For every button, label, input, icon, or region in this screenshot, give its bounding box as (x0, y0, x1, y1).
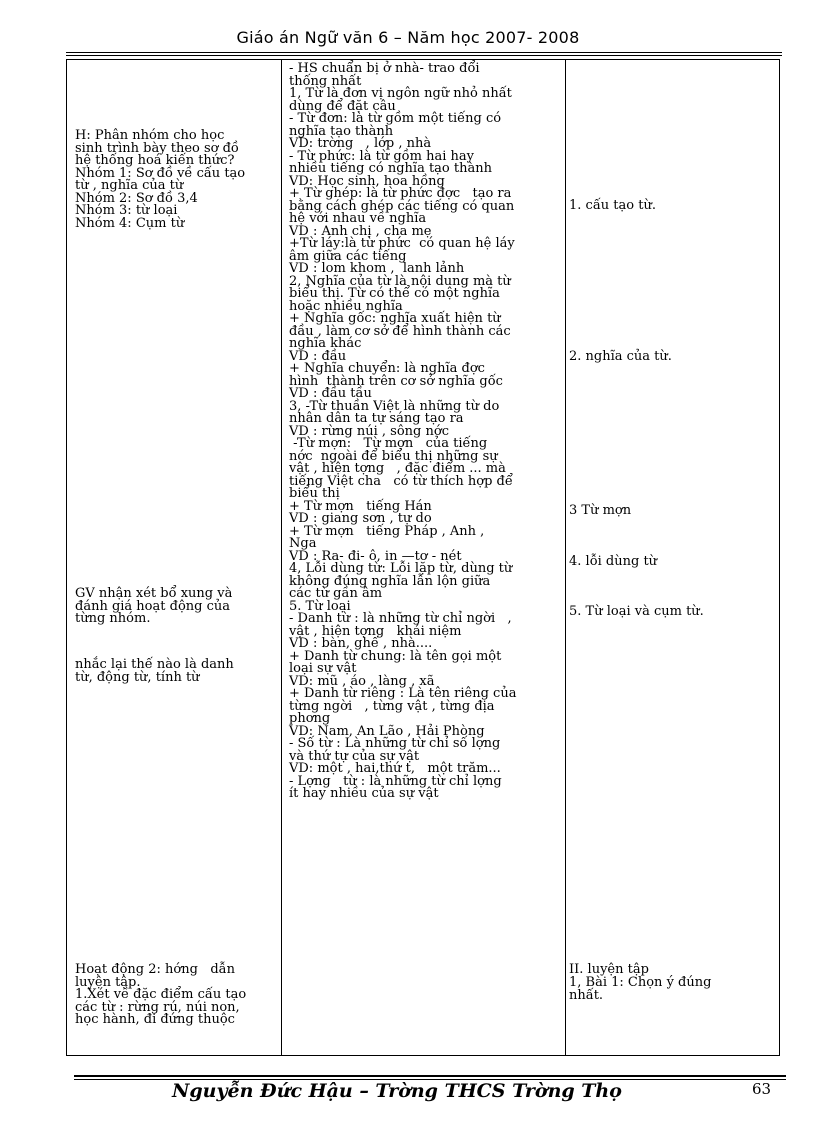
teacher-activity-line: Nhóm 1: Sơ đồ về cấu tạo (75, 165, 246, 181)
practice-activity-block (75, 964, 246, 1027)
content-line: + Danh từ chung: là tên gọi một (289, 648, 502, 664)
content-line: Nga (289, 536, 317, 551)
content-line: VD: Nam, An Lão , Hải Phòng (289, 723, 485, 739)
content-line: 2, Nghĩa của từ là nội dung mà từ (289, 273, 511, 289)
content-line: dùng để đặt câu (289, 98, 396, 114)
teacher-feedback-block (75, 588, 232, 626)
content-line: + Từ mợn tiếng Hán (289, 498, 432, 514)
content-line: hoặc nhiều nghĩa (289, 298, 403, 314)
content-line: thống nhất (289, 73, 362, 89)
header-rule (66, 52, 782, 56)
content-line: phơng (289, 711, 331, 726)
teacher-activity-line: từ , nghĩa của từ (75, 178, 184, 193)
content-line: VD : lom khom , lanh lảnh (289, 261, 465, 276)
teacher-activity-line: Nhóm 4: Cụm từ (75, 215, 185, 231)
teacher-activity-line: Nhóm 3: từ loại (75, 203, 178, 218)
teacher-activity-line: hệ thống hoá kiến thức? (75, 153, 235, 168)
content-line: + Nghĩa gốc: nghĩa xuất hiện từ (289, 311, 501, 326)
content-line: - HS chuẩn bị ở nhà- trao đổi (289, 61, 480, 76)
content-line: + Nghĩa chuyển: là nghĩa đợc (289, 361, 485, 376)
content-line: 1, Từ là đơn vị ngôn ngữ nhỏ nhất (289, 86, 512, 101)
content-line: nhiều tiếng có nghĩa tạo thành (289, 161, 492, 176)
teacher-activity-line: sinh trình bày theo sơ đồ (75, 140, 239, 156)
content-line: từng ngời , từng vật , từng địa (289, 698, 495, 714)
content-line: VD : đầu (289, 348, 347, 364)
column-divider-2 (565, 60, 566, 1055)
content-line: - Danh từ : là những từ chỉ ngời , (289, 611, 512, 626)
content-line: - Từ đơn: là từ gồm một tiếng có (289, 111, 502, 126)
summary-item: 4. lỗi dùng từ (569, 554, 658, 569)
summary-item: II. luyện tập (569, 962, 649, 977)
content-line: VD : đầu tầu (289, 386, 372, 401)
teacher-activity-line: 1.Xét về đặc điểm cấu tạo (75, 987, 247, 1002)
content-line: nớc ngoài để biểu thị những sự (289, 448, 498, 464)
summary-item: nhất. (569, 988, 604, 1003)
content-line: VD: mũ , áo , làng , xã (289, 673, 435, 689)
content-line: loại sự vật (289, 661, 357, 676)
content-line: + Từ ghép: là từ phức đợc tạo ra (289, 186, 512, 201)
content-line: tiếng Việt cha có từ thích hợp để (289, 473, 513, 489)
page-number: 63 (752, 1080, 772, 1098)
teacher-activity-line: từng nhóm. (75, 611, 151, 626)
content-line: các từ gần âm (289, 586, 383, 601)
content-line: VD : bàn, ghế , nhà.... (289, 636, 433, 651)
content-line: biểu thị. Từ có thể có một nghĩa (289, 286, 500, 301)
teacher-activity-line: Nhóm 2: Sơ đồ 3,4 (75, 190, 198, 206)
content-line: VD: Học sinh, hoa hồng (289, 173, 445, 189)
content-line: VD : rừng núi , sông nớc (289, 423, 449, 439)
content-line: - Từ phức: là từ gồm hai hay (289, 148, 474, 164)
footer-author: Nguyễn Đức Hậu – Trờng THCS Trờng Thọ (172, 1080, 622, 1102)
summary-item: 1, Bài 1: Chọn ý đúng (569, 975, 712, 990)
teacher-activity-line: nhắc lại thế nào là danh (75, 657, 234, 672)
teacher-activity-line: luyện tập. (75, 974, 141, 990)
content-line: ít hay nhiều của sự vật (289, 786, 439, 801)
content-line: không đúng nghĩa lẫn lộn giữa (289, 573, 491, 589)
content-line: VD : Ra- đi- ô, in —tơ - nét (289, 548, 462, 564)
content-line: +Từ láy:là từ phức có quan hệ láy (289, 236, 515, 251)
content-line: 3, -Từ thuần Việt là những từ do (289, 398, 500, 414)
teacher-activity-line: các từ : rừng rú, núi non, (75, 999, 240, 1015)
content-line: hệ với nhau về nghĩa (289, 211, 427, 226)
teacher-activity-line: đánh giá hoạt động của (75, 598, 230, 614)
content-line: hình thành trên cơ sở nghĩa gốc (289, 373, 503, 389)
content-line: - Số từ : Là những từ chỉ số lợng (289, 736, 501, 751)
content-line: và thứ tự của sự vật (289, 748, 420, 764)
content-line: 4, Lỗi dùng từ: Lỗi lặp từ, dùng từ (289, 561, 513, 576)
recall-question-block (75, 659, 234, 684)
summary-item: 1. cấu tạo từ. (569, 198, 656, 213)
content-line: VD: một , hai,thứ t, một trăm... (289, 761, 501, 776)
column-divider-1 (281, 60, 282, 1055)
content-line: vật , hiện tợng khái niệm (289, 623, 462, 639)
content-line: VD : Anh chị , cha mẹ (289, 223, 432, 239)
content-line: vật , hiện tợng , đặc điểm ... mà (289, 461, 506, 476)
summary-item: 2. nghĩa của từ. (569, 349, 672, 364)
content-line: VD: trờng , lớp , nhà (289, 136, 432, 151)
teacher-activity-line: học hành, đi đứng thuộc (75, 1012, 235, 1027)
content-line: bằng cách ghép các tiếng có quan (289, 198, 515, 214)
content-line: nhân dân ta tự sáng tạo ra (289, 411, 464, 426)
content-line: đầu , làm cơ sở để hình thành các (289, 323, 511, 339)
content-line: âm giữa các tiếng (289, 248, 407, 264)
teacher-activity-line: H: Phân nhóm cho học (75, 128, 225, 143)
teacher-activity-line: từ, động từ, tính từ (75, 669, 200, 685)
content-line: - Lợng từ : là những từ chỉ lợng (289, 773, 502, 789)
content-line: -Từ mợn: Từ mợn của tiếng (289, 436, 488, 451)
footer-rule (74, 1075, 786, 1077)
teacher-activity-line: Hoạt động 2: hớng dẫn (75, 962, 235, 977)
content-line: VD : giang sơn , tự do (289, 511, 432, 526)
content-line: biểu thị (289, 486, 340, 501)
content-line: nghĩa khác (289, 336, 362, 351)
content-line: + Từ mợn tiếng Pháp , Anh , (289, 523, 485, 539)
content-line: + Danh từ riêng : Là tên riêng của (289, 686, 517, 701)
summary-item: 3 Từ mợn (569, 503, 632, 518)
teacher-activity-line: GV nhận xét bổ xung và (75, 586, 233, 601)
summary-item: 5. Từ loại và cụm từ. (569, 604, 704, 619)
page-header-title: Giáo án Ngữ văn 6 – Năm học 2007- 2008 (236, 28, 580, 47)
group-task-block (75, 130, 245, 230)
lesson-table (66, 59, 780, 1056)
content-line: 5. Từ loại (289, 598, 351, 614)
content-column (289, 63, 565, 801)
content-line: nghĩa tạo thành (289, 123, 394, 139)
